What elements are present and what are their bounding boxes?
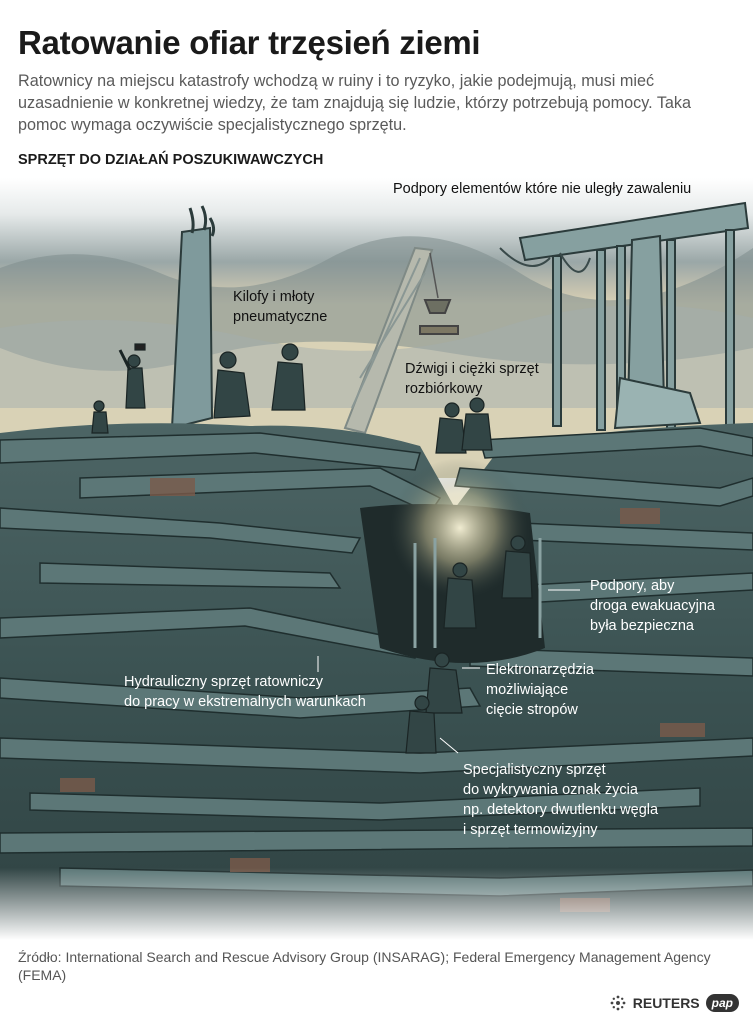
callout-supports-top: Podpory elementów które nie uległy zawaleniu — [393, 181, 692, 197]
pap-logo: pap — [706, 994, 739, 1012]
callout-evacuation-supports — [590, 576, 715, 636]
callout-hydraulic-line2: do pracy w ekstremalnych warunkach — [124, 694, 366, 710]
callout-power-line2: możliwiające — [486, 682, 569, 698]
callout-cranes — [405, 359, 539, 399]
callout-evac-line2: droga ewakuacyjna — [590, 598, 715, 614]
callout-cranes-line1: Dźwigi i ciężki sprzęt — [405, 361, 539, 377]
logos — [609, 994, 739, 1012]
bottom-fade — [0, 868, 753, 940]
callout-pickaxes-line2: pneumatyczne — [233, 309, 328, 325]
source-note: Źródło: International Search and Rescue Advisory Group (INSARAG); Federal Emergency Management Agency (FEMA) — [18, 949, 711, 983]
callout-detect-line3: np. detektory dwutlenku węgla — [463, 802, 659, 818]
intro-text: Ratownicy na miejscu katastrofy wchodzą w ruiny i to ryzyko, jakie podejmują, musi mieć uzasadnienie w konkretnej wiedzy, że tam znajdują się ludzie, którzy potrzebują pomocy. Taka pomoc wymaga oczywiście specjalistycznego sprzętu. — [18, 72, 692, 134]
callout-detect-line4: i sprzęt termowizyjny — [463, 822, 598, 838]
callout-detection — [463, 760, 658, 840]
section-title: SPRZĘT DO DZIAŁAŃ POSZUKIWAWCZYCH — [18, 152, 324, 168]
callout-detect-line2: do wykrywania oznak życia — [463, 782, 638, 798]
callout-hydraulic — [124, 672, 366, 712]
callout-detect-line1: Specjalistyczny sprzęt — [463, 762, 606, 778]
callout-hydraulic-line1: Hydrauliczny sprzęt ratowniczy — [124, 674, 324, 690]
callout-pickaxes-line1: Kilofy i młoty — [233, 289, 315, 305]
callout-pickaxes — [233, 287, 327, 327]
callout-power-tools — [486, 660, 594, 720]
callout-evac-line3: była bezpieczna — [590, 618, 694, 634]
callout-evac-line1: Podpory, aby — [590, 578, 675, 594]
reuters-logo-icon — [609, 994, 627, 1012]
reuters-logo-text: REUTERS — [632, 995, 700, 1011]
callout-power-line1: Elektronarzędzia — [486, 662, 594, 678]
callout-power-line3: cięcie stropów — [486, 702, 578, 718]
page-title: Ratowanie ofiar trzęsień ziemi — [18, 24, 481, 61]
callout-cranes-line2: rozbiórkowy — [405, 381, 483, 397]
